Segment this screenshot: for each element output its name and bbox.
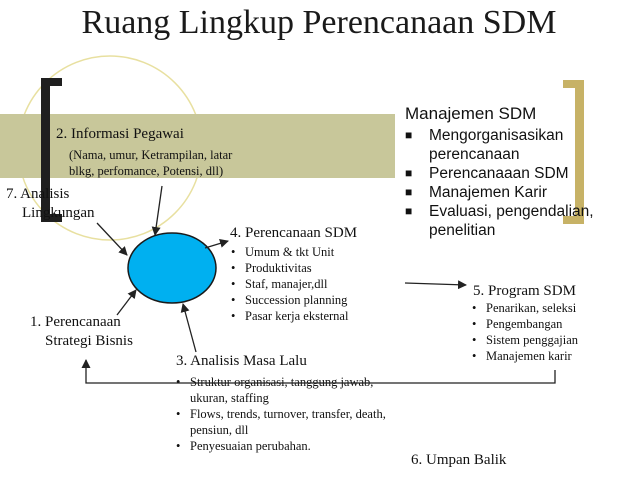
perencanaan-sdm-item: • Produktivitas — [231, 260, 401, 276]
arrow-info-to-circle — [155, 186, 162, 235]
arrow-umpan-balik — [86, 360, 555, 383]
program-sdm-item: • Penarikan, seleksi — [472, 300, 632, 316]
informasi-pegawai-line: blkg, perfomance, Potensi, dll) — [69, 164, 224, 178]
arrow-perencanaan-to-program — [405, 283, 466, 285]
perencanaan-sdm-item: • Staf, manajer,dll — [231, 276, 401, 292]
program-sdm-item: • Sistem penggajian — [472, 332, 632, 348]
program-sdm-item: • Pengembangan — [472, 316, 632, 332]
perencanaan-sdm-item: • Succession planning — [231, 292, 401, 308]
perencanaan-sdm-item: • Umum & tkt Unit — [231, 244, 401, 260]
manajemen-sdm-item: ■ Mengorganisasikan perencanaan — [403, 126, 635, 164]
analisis-masa-lalu-item: • Flows, trends, turnover, transfer, death, pensiun, dll — [176, 406, 401, 438]
manajemen-sdm-item: ■ Perencanaaan SDM — [403, 164, 635, 183]
arrow-strategi-to-circle — [117, 290, 136, 315]
analisis-masa-lalu-heading: 3. Analisis Masa Lalu — [176, 353, 307, 369]
program-sdm-heading: 5. Program SDM — [473, 283, 576, 299]
manajemen-sdm-item: ■ Evaluasi, pengendalian, penelitian — [403, 202, 635, 240]
arrow-masalalu-to-circle — [183, 304, 196, 352]
slide-title: Ruang Lingkup Perencanaan SDM — [81, 4, 557, 41]
analisis-masa-lalu-item: • Struktur organisasi, tanggung jawab, ukuran, staffing — [176, 374, 401, 406]
analisis-masa-lalu-item: • Penyesuaian perubahan. — [176, 438, 401, 454]
informasi-pegawai-heading: 2. Informasi Pegawai — [56, 126, 184, 142]
analisis-lingkungan-line2: Lingkungan — [22, 205, 95, 221]
perencanaan-sdm-heading: 4. Perencanaan SDM — [230, 225, 358, 241]
manajemen-sdm-heading: Manajemen SDM — [405, 104, 537, 123]
arrow-circle-to-perencanaan — [205, 241, 228, 248]
perencanaan-strategi-line1: 1. Perencanaan — [30, 314, 121, 330]
analisis-lingkungan-line1: 7. Analisis — [6, 186, 70, 202]
program-sdm-item: • Manajemen karir — [472, 348, 632, 364]
arrow-lingkungan-to-circle — [97, 223, 127, 255]
perencanaan-strategi-line2: Strategi Bisnis — [45, 333, 133, 349]
manajemen-sdm-item: ■ Manajemen Karir — [403, 183, 635, 202]
informasi-pegawai-line: (Nama, umur, Ketrampilan, latar — [69, 148, 233, 162]
central-circle — [128, 233, 216, 303]
perencanaan-sdm-item: • Pasar kerja eksternal — [231, 308, 401, 324]
umpan-balik-label: 6. Umpan Balik — [411, 452, 507, 468]
